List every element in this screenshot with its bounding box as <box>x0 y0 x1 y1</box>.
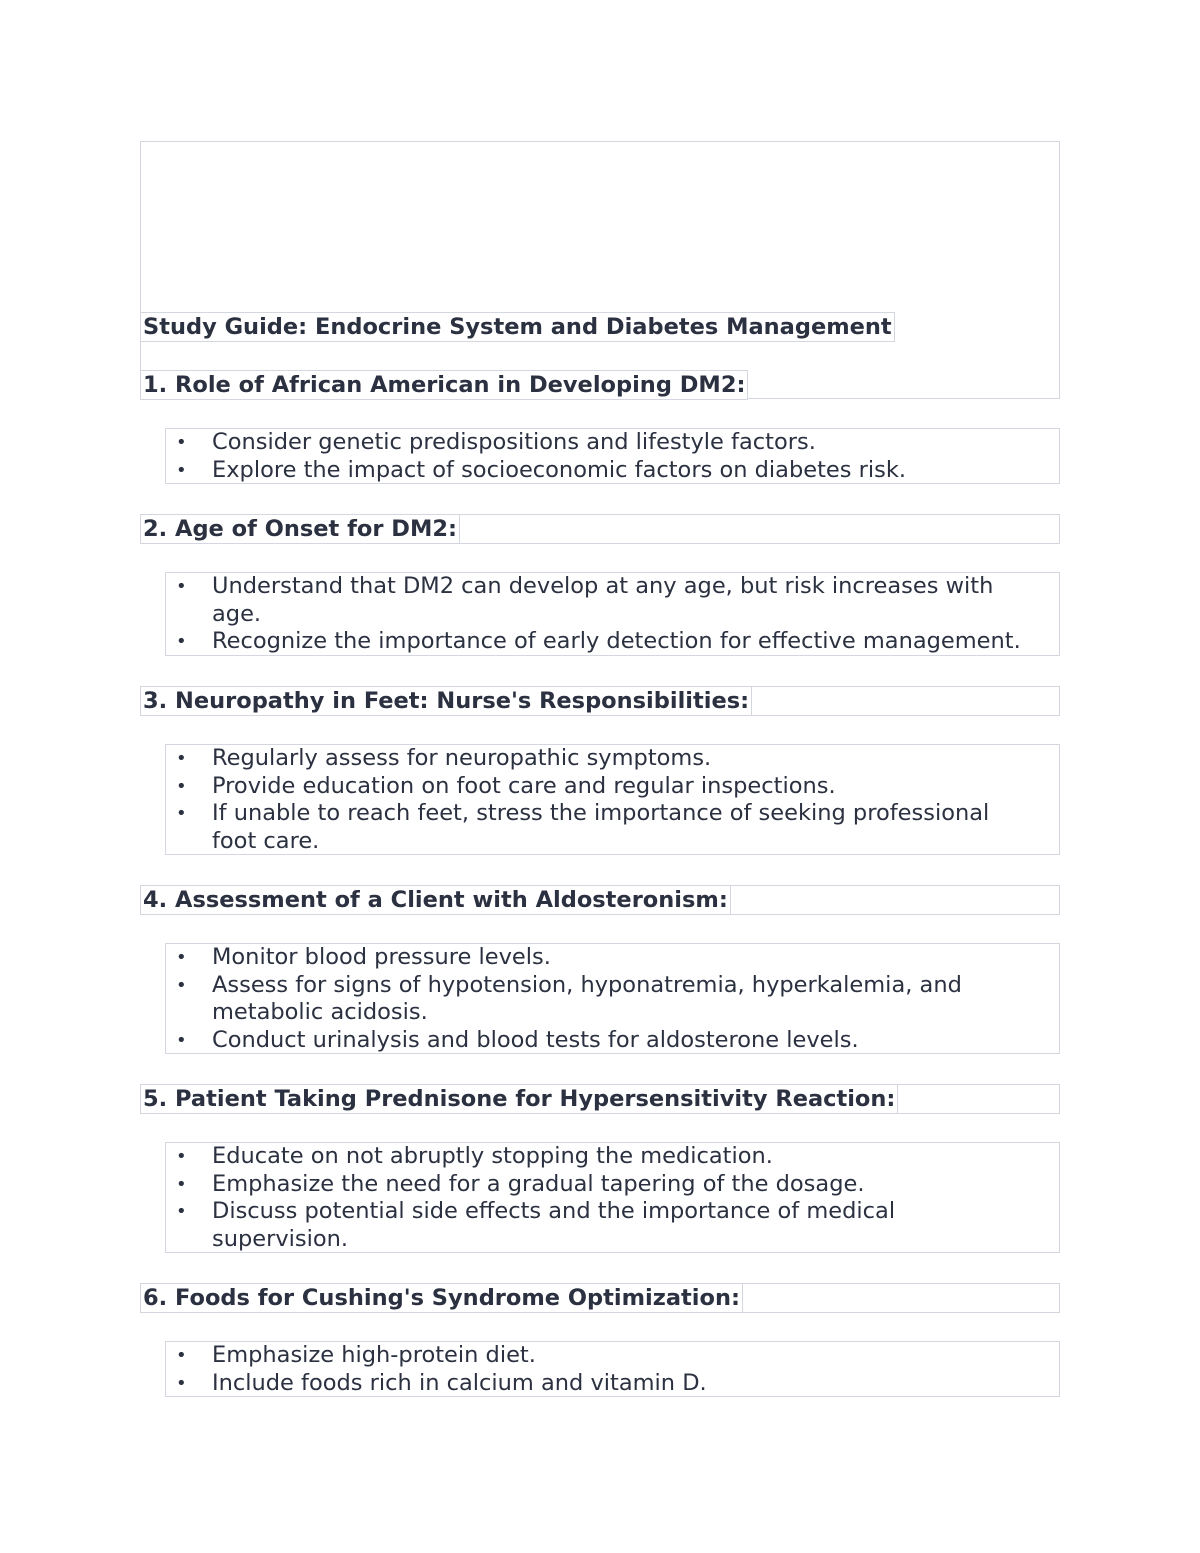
header-block <box>140 141 1060 399</box>
list-item: • Understand that DM2 can develop at any age, but risk increases with age. <box>176 573 994 627</box>
list-item: • Recognize the importance of early detection for effective management. <box>176 628 1021 654</box>
bullet-icon: • <box>176 459 187 481</box>
list-item: • Emphasize high-protein diet. <box>176 1342 536 1368</box>
section-2-heading: 2. Age of Onset for DM2: <box>140 514 460 544</box>
page-title: Study Guide: Endocrine System and Diabetes Management <box>140 312 895 342</box>
section-5-heading: 5. Patient Taking Prednisone for Hypersensitivity Reaction: <box>140 1084 898 1114</box>
section-3-heading: 3. Neuropathy in Feet: Nurse's Responsibilities: <box>140 686 752 716</box>
bullet-icon: • <box>176 631 187 652</box>
list-item: • Consider genetic predispositions and lifestyle factors. <box>176 429 816 455</box>
list-item: • Provide education on foot care and regular inspections. <box>176 772 836 799</box>
bullet-icon: • <box>176 1372 187 1394</box>
list-item: • Emphasize the need for a gradual tapering of the dosage. <box>176 1170 865 1197</box>
section-2-list <box>165 572 1060 656</box>
list-item: • Explore the impact of socioeconomic factors on diabetes risk. <box>176 456 907 483</box>
bullet-icon: • <box>176 775 187 797</box>
bullet-icon: • <box>176 576 187 597</box>
section-4-list <box>165 943 1060 1054</box>
bullet-icon: • <box>176 947 187 968</box>
section-6-heading: 6. Foods for Cushing's Syndrome Optimization: <box>140 1283 743 1313</box>
bullet-icon: • <box>176 1029 187 1051</box>
list-item: • Assess for signs of hypotension, hyponatremia, hyperkalemia, and metabolic acidosis. <box>176 971 962 1025</box>
bullet-icon: • <box>176 1146 187 1167</box>
bullet-icon: • <box>176 974 187 996</box>
bullet-icon: • <box>176 1173 187 1195</box>
bullet-icon: • <box>176 803 187 824</box>
bullet-icon: • <box>176 748 187 769</box>
list-item: • Educate on not abruptly stopping the medication. <box>176 1143 773 1169</box>
section-4-heading: 4. Assessment of a Client with Aldosteronism: <box>140 885 731 915</box>
section-3-list <box>165 744 1060 855</box>
bullet-icon: • <box>176 432 187 453</box>
list-item: • Conduct urinalysis and blood tests for aldosterone levels. <box>176 1026 859 1053</box>
list-item: • Monitor blood pressure levels. <box>176 944 551 970</box>
section-6-list <box>165 1341 1060 1397</box>
list-item: • Regularly assess for neuropathic symptoms. <box>176 745 712 771</box>
list-item: • Include foods rich in calcium and vitamin D. <box>176 1369 707 1396</box>
bullet-icon: • <box>176 1201 187 1222</box>
section-1-list <box>165 428 1060 484</box>
list-item: • If unable to reach feet, stress the importance of seeking professional foot care. <box>176 800 990 854</box>
bullet-icon: • <box>176 1345 187 1366</box>
list-item: • Discuss potential side effects and the importance of medical supervision. <box>176 1198 896 1252</box>
section-5-list <box>165 1142 1060 1253</box>
section-1-heading: 1. Role of African American in Developing DM2: <box>140 370 748 400</box>
